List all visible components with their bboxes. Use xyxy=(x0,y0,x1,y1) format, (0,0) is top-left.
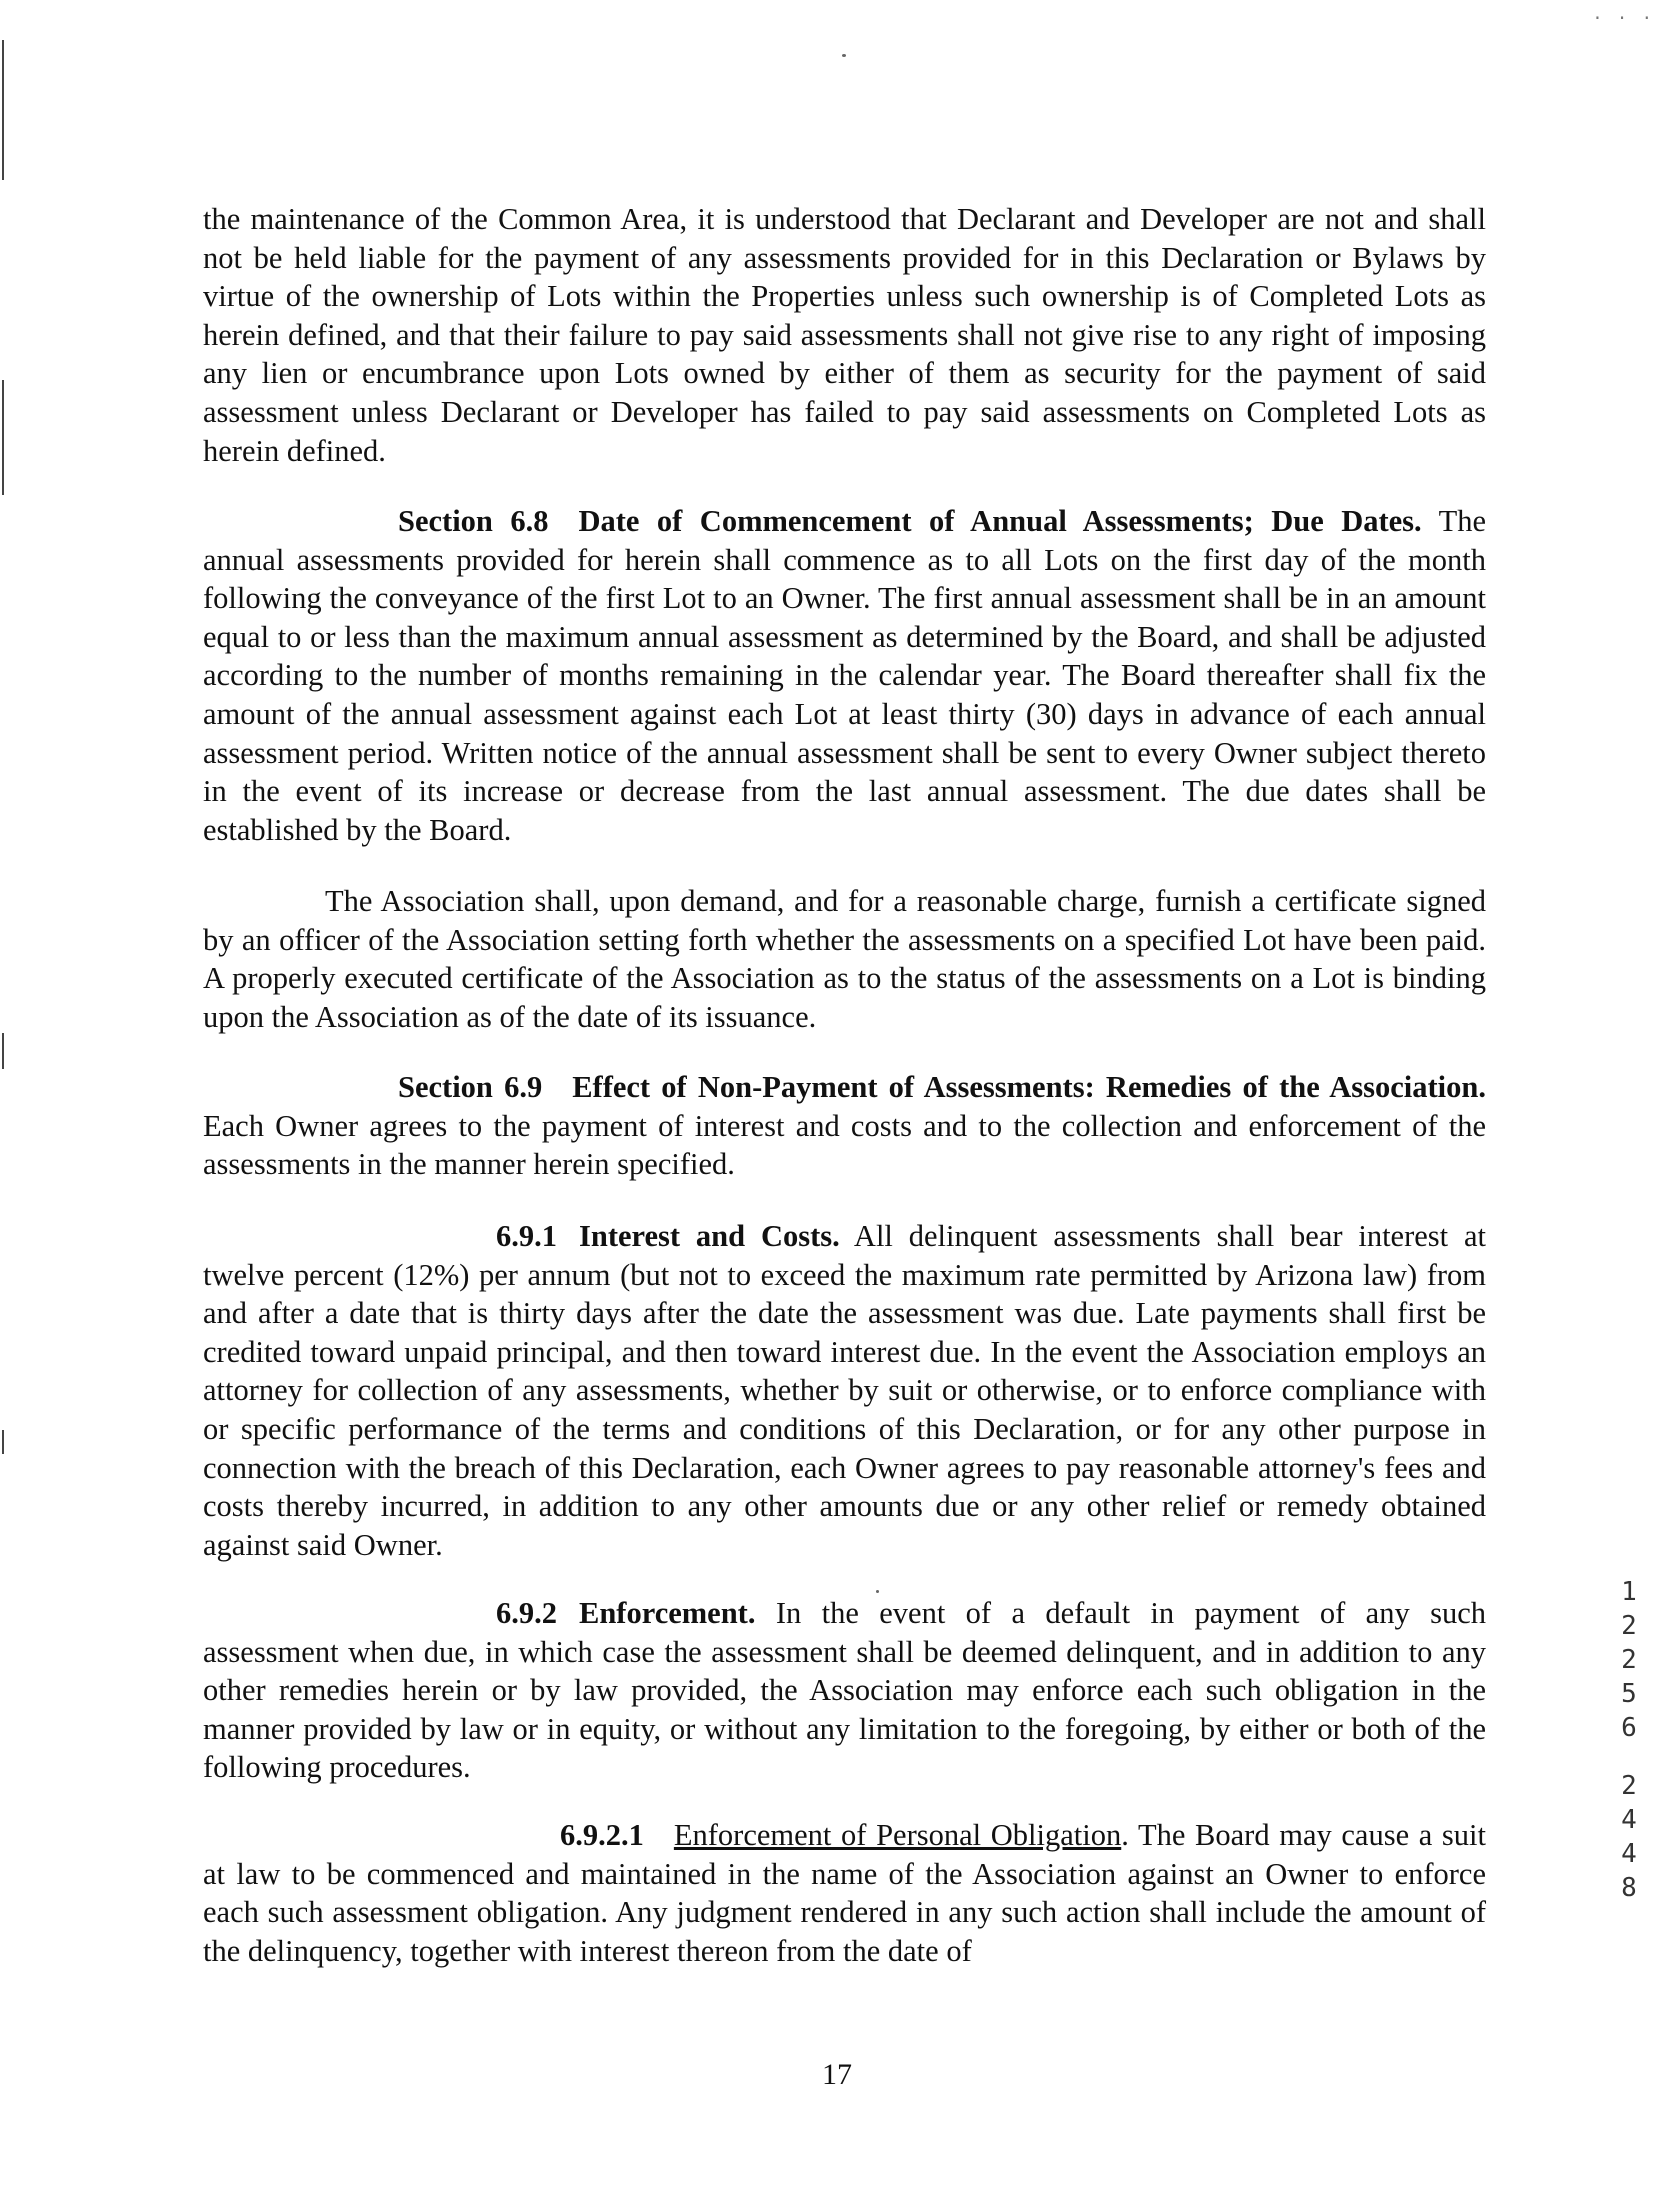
certificate-paragraph: The Association shall, upon demand, and for a reasonable charge, furnish a certificate signed by an officer of the Association setting forth whether the assessments on a specified Lot have been paid. A properly executed certificate of the Association as to the status of the assessments on a Lot is binding upon the Association as of the date of its issuance. xyxy=(203,884,1486,1034)
scan-edge-line-top xyxy=(2,40,4,180)
stamp-digit: 4 xyxy=(1621,1805,1637,1835)
scan-corner-dots: . . . xyxy=(1594,0,1656,24)
section-6-9-2-title: Enforcement. xyxy=(579,1596,756,1630)
section-6-9-1-body: All delinquent assessments shall bear interest at twelve percent (12%) per annum (but not to exceed the maximum rate permitted by Arizona law) from and after a date that is thirty days after the date the assessment was due. Late payments shall first be credited toward unpaid principal, and then toward interest due. In the event the Association employs an attorney for collection of any assessments, whether by suit or otherwise, or to enforce compliance with or specific performance of the terms and conditions of this Declaration, or for any other purpose in connection with the breach of this Declaration, each Owner agrees to pay reasonable attorney's fees and costs thereby incurred, in addition to any other amounts due or any other relief or remedy obtained against said Owner. xyxy=(203,1219,1486,1562)
stamp-digit: 4 xyxy=(1621,1839,1637,1869)
section-6-9-2-1-body: The Board may cause a suit at law to be commenced and maintained in the name of the Association against an Owner to enforce each such assessment obligation. Any judgment rendered in any such action shall include the amount of the delinquency, together with interest thereon from the date of xyxy=(203,1818,1487,1968)
section-6-9-2-paragraph xyxy=(203,1594,1486,1787)
section-6-8-title: Date of Commencement of Annual Assessments; Due Dates. xyxy=(578,504,1422,538)
stamp-digit: 2 xyxy=(1621,1645,1637,1675)
section-6-9-2-number: 6.9.2 xyxy=(496,1596,557,1630)
section-6-8-paragraph xyxy=(203,502,1486,849)
scan-edge-line-lower xyxy=(2,1033,4,1069)
stamp-digit: 5 xyxy=(1621,1679,1637,1709)
section-6-9-number: Section 6.9 xyxy=(398,1070,543,1104)
paragraph-continuation: the maintenance of the Common Area, it is understood that Declarant and Developer are not and shall not be held liable for the payment of any assessments provided for in this Declaration or Bylaws by virtue of the ownership of Lots within the Properties unless such ownership is of Completed Lots as herein defined, and that their failure to pay said assessments shall not give rise to any right of imposing any lien or encumbrance upon Lots owned by either of them as security for the payment of said assessment unless Declarant or Developer has failed to pay said assessments on Completed Lots as herein defined. xyxy=(203,202,1486,468)
stamp-digit: 1 xyxy=(1621,1577,1637,1607)
section-6-9-1-title: Interest and Costs. xyxy=(579,1219,840,1253)
recording-number-stamp xyxy=(1618,1575,1640,1905)
section-6-9-2-body: In the event of a default in payment of any such assessment when due, in which case the assessment shall be deemed delinquent, and in addition to any other remedies herein or by law provided, the Association may enforce each such obligation in the manner provided by law or in equity, or without any limitation to the foregoing, by either or both of the following procedures. xyxy=(203,1596,1487,1785)
scan-edge-line-bottom xyxy=(2,1430,4,1454)
section-6-9-2-1-paragraph xyxy=(203,1816,1486,1970)
scan-speck-middle xyxy=(876,1590,879,1593)
section-6-9-2-1-title: Enforcement of Personal Obligation xyxy=(673,1818,1122,1852)
section-6-9-2-1-title-period: . xyxy=(1121,1818,1129,1852)
scan-speck-top xyxy=(842,54,846,57)
section-6-9-2-1-number: 6.9.2.1 xyxy=(560,1818,644,1852)
section-6-9-paragraph xyxy=(203,1068,1486,1184)
stamp-digit: 6 xyxy=(1621,1713,1637,1743)
section-6-8-body: The annual assessments provided for herein shall commence as to all Lots on the first day of the month following the conveyance of the first Lot to an Owner. The first annual assessment shall be in an amount equal to or less than the maximum annual assessment as determined by the Board, and shall be adjusted according to the number of months remaining in the calendar year. The Board thereafter shall fix the amount of the annual assessment against each Lot at least thirty (30) days in advance of each annual assessment period. Written notice of the annual assessment shall be sent to every Owner subject thereto in the event of its increase or decrease from the last annual assessment. The due dates shall be established by the Board. xyxy=(203,504,1487,847)
section-6-9-body: Each Owner agrees to the payment of interest and costs and to the collection and enforcement of the assessments in the manner herein specified. xyxy=(203,1108,1486,1182)
scan-edge-line-middle xyxy=(2,380,4,495)
section-6-9-title: Effect of Non-Payment of Assessments: Remedies of the Association. xyxy=(572,1070,1486,1104)
page-number: 17 xyxy=(822,2058,852,2091)
stamp-digit: 2 xyxy=(1621,1771,1637,1801)
stamp-digit: 8 xyxy=(1621,1873,1637,1903)
stamp-digit: 2 xyxy=(1621,1611,1637,1641)
section-6-8-number: Section 6.8 xyxy=(398,504,549,538)
section-6-9-1-number: 6.9.1 xyxy=(496,1219,557,1253)
section-6-9-1-paragraph xyxy=(203,1217,1486,1564)
